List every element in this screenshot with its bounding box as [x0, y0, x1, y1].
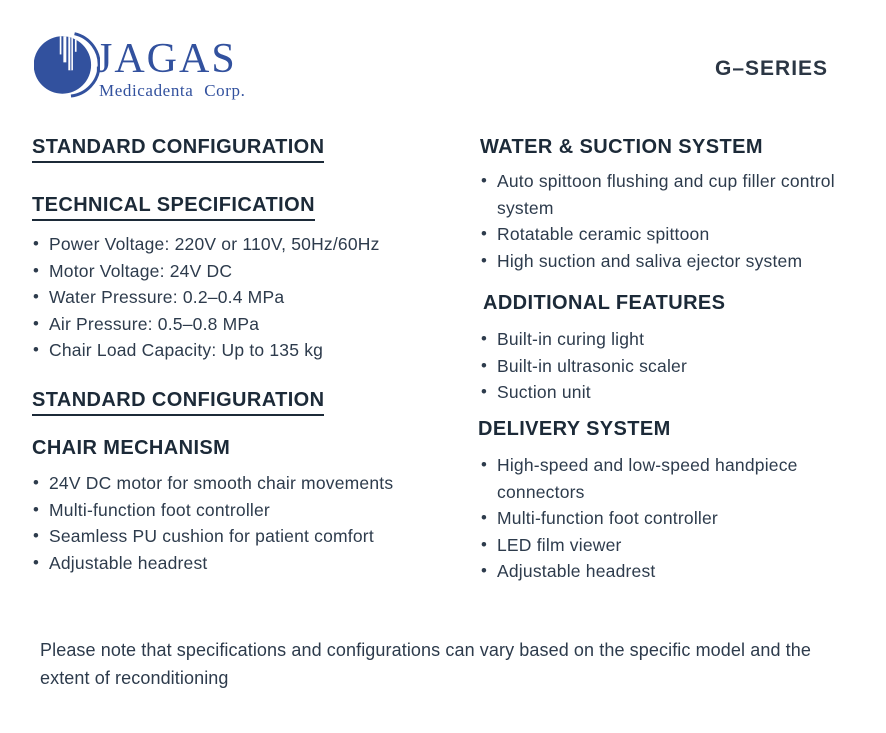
heading-water-suction-system: WATER & SUCTION SYSTEM — [480, 136, 763, 158]
brand-name: JAGAS — [96, 36, 237, 82]
spec-item: • LED film viewer — [480, 532, 884, 559]
heading-technical-specification: TECHNICAL SPECIFICATION — [32, 194, 315, 221]
spec-item: • Multi-function foot controller — [480, 505, 884, 532]
spec-item: • Seamless PU cushion for patient comfort — [32, 523, 468, 550]
water-suction-list — [480, 168, 884, 274]
series-label: G–SERIES — [715, 57, 829, 80]
spec-item: • Adjustable headrest — [480, 558, 884, 585]
spec-item: • Rotatable ceramic spittoon — [480, 221, 884, 248]
brand-logo — [34, 30, 246, 101]
heading-additional-features: ADDITIONAL FEATURES — [483, 292, 726, 314]
brand-text — [96, 38, 246, 101]
spec-item: • Auto spittoon flushing and cup filler control system — [480, 168, 884, 221]
heading-standard-configuration-1: STANDARD CONFIGURATION — [32, 136, 324, 163]
heading-standard-configuration-2: STANDARD CONFIGURATION — [32, 389, 324, 416]
spec-item: • Chair Load Capacity: Up to 135 kg — [32, 337, 468, 364]
spec-item: • Built-in curing light — [480, 326, 884, 353]
technical-specification-list — [32, 231, 468, 364]
spec-item: • Power Voltage: 220V or 110V, 50Hz/60Hz — [32, 231, 468, 258]
chair-mechanism-list — [32, 470, 468, 576]
spec-item: • Adjustable headrest — [32, 550, 468, 577]
spec-item: • Suction unit — [480, 379, 884, 406]
spec-item: • High suction and saliva ejector system — [480, 248, 884, 275]
spec-item: • Air Pressure: 0.5–0.8 MPa — [32, 311, 468, 338]
delivery-system-list — [480, 452, 884, 585]
heading-chair-mechanism: CHAIR MECHANISM — [32, 437, 231, 459]
spec-item: • Motor Voltage: 24V DC — [32, 258, 468, 285]
jagas-logo-icon — [34, 30, 100, 100]
brand-subtitle: Medicadenta Corp. — [99, 81, 246, 100]
spec-item: • 24V DC motor for smooth chair movements — [32, 470, 468, 497]
spec-item: • Water Pressure: 0.2–0.4 MPa — [32, 284, 468, 311]
spec-item: • High-speed and low-speed handpiece connectors — [480, 452, 884, 505]
footer-note: Please note that specifications and configurations can vary based on the specific model and the extent of reconditioning — [40, 640, 811, 688]
spec-item: • Built-in ultrasonic scaler — [480, 353, 884, 380]
spec-item: • Multi-function foot controller — [32, 497, 468, 524]
heading-delivery-system: DELIVERY SYSTEM — [478, 418, 671, 440]
additional-features-list — [480, 326, 884, 406]
